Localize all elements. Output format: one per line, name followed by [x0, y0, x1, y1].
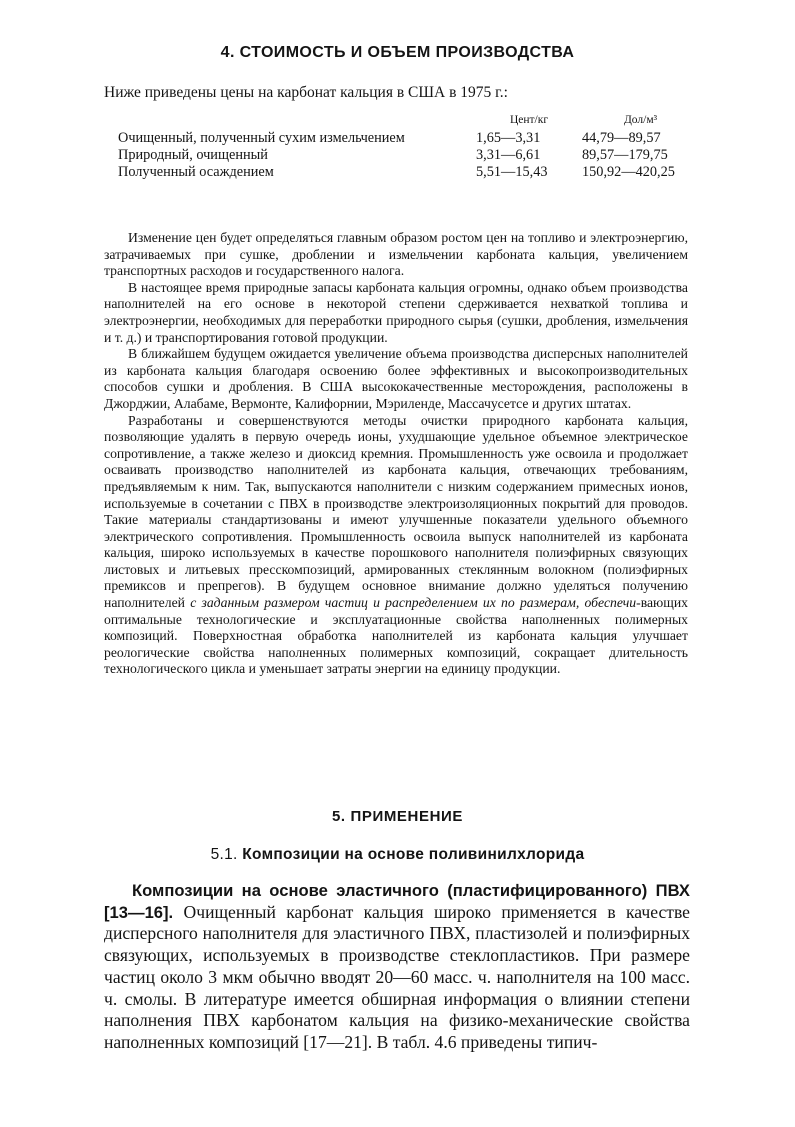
price-table	[118, 114, 699, 181]
price-row-label: Очищенный, полученный сухим измельчением	[118, 130, 405, 146]
section-5-text	[104, 880, 690, 1054]
price-row-dollars: 150,92—420,25	[582, 164, 675, 180]
subsection-number: 5.1.	[210, 846, 238, 863]
price-table-header-cell	[118, 114, 476, 130]
paragraph-text: Очищенный карбонат кальция широко применяется в качестве дисперсного наполнителя для эластичного ПВХ, пластизолей и полиэфирных связующих, используемых в производстве стеклопластиков. При размере частиц около 3 мкм обычно вводят 20—60 масс. ч. наполнителя на 100 масс. ч. смолы. В литературе имеется обширная информация о влиянии степени наполнения ПВХ карбонатом кальция на физико-механические свойства наполненных композиций [17—21]. В табл. 4.6 приведены типич-	[104, 901, 690, 1052]
table-row	[118, 147, 699, 164]
price-table-header-dollars: Дол/м³	[623, 114, 658, 126]
price-row-label: Природный, очищенный	[118, 147, 268, 163]
price-table-header	[118, 114, 699, 130]
paragraph: В настоящее время природные запасы карбоната кальция огромны, однако объем производства наполнителей на его основе в некоторой степени сдерживается нехваткой топлива и электроэнергии, необходимых для переработки природного сырья (сушки, дробления, измельчения и т. д.) и транспортирования готовой продукции.	[104, 279, 688, 345]
table-row	[118, 164, 699, 181]
price-row-cents: 5,51—15,43	[476, 164, 548, 180]
subsection-heading	[0, 846, 795, 864]
section-4-text	[104, 230, 688, 678]
price-row-dollars: 89,57—179,75	[582, 147, 668, 163]
paragraph-part: Разработаны и совершенствуются методы очистки природного карбоната кальция, позволяющие удалять в первую очередь ионы, ухудшающие удельное объемное электрическое сопротивление, а также железо и диоксид кремния. Промышленность уже освоила и продолжает осваивать производство наполнителей из карбоната кальция, отвечающих требованиям, предъявляемым к ним. Так, выпускаются наполнители с низким содержанием примесных ионов, используемые в сочетании с ПВХ в производстве электроизоляционных покрытий для проводов. Такие материалы стандартизованы и имеют улучшенные показатели удельного объемного электрического сопротивления. Промышленность освоила выпуск наполнителей из карбоната кальция, широко используемых в качестве порошкового наполнителя полиэфирных связующих листовых и литьевых пресскомпозиций, армированных стеклянным волокном (полиэфирных премиксов и препрегов). В будущем основное внимание должно уделяться получению наполнителей	[104, 412, 688, 611]
paragraph	[104, 880, 690, 1054]
subsection-title: Композиции на основе поливинилхлорида	[242, 846, 585, 863]
paragraph-long	[104, 413, 688, 679]
paragraph: В ближайшем будущем ожидается увеличение объема производства дисперсных наполнителей из карбоната кальция благодаря освоению более эффективных и высокопроизводительных способов сушки и дробления. В США высококачественные месторождения, расположены в Джорджии, Алабаме, Вермонте, Калифорнии, Мэриленде, Массачусетсе и других штатах.	[104, 346, 688, 411]
price-intro: Ниже приведены цены на карбонат кальция в США в 1975 г.:	[104, 84, 508, 101]
section-5-heading: 5. ПРИМЕНЕНИЕ	[331, 808, 463, 825]
price-row-dollars: 44,79—89,57	[582, 130, 661, 146]
paragraph-italic-part: с заданным размером частиц и распределением их по размерам, обеспечи-	[190, 595, 641, 611]
price-table-header-cents: Цент/кг	[509, 114, 549, 126]
section-4-heading: 4. СТОИМОСТЬ И ОБЪЕМ ПРОИЗВОДСТВА	[220, 44, 575, 61]
table-row	[118, 130, 699, 147]
price-row-cents: 3,31—6,61	[476, 147, 541, 163]
paragraph: Изменение цен будет определяться главным образом ростом цен на топливо и электроэнергию, затрачиваемых при сушке, дроблении и измельчении карбоната кальция, увеличением транспортных расходов и государственного налога.	[104, 230, 688, 279]
price-row-label: Полученный осаждением	[118, 164, 274, 180]
paragraph-part: вающих оптимальные технологические и эксплуатационные свойства наполненных полимерных композиций. Поверхностная обработка наполнителей из карбоната кальция улучшает реологические свойства наполненных полимерных композиций, сокращает длительность технологического цикла и уменьшает затраты энергии на единицу продукции.	[104, 595, 688, 677]
price-row-cents: 1,65—3,31	[476, 130, 541, 146]
paragraph-lead: Композиции на основе эластичного (пластифицированного) ПВХ [13—16].	[104, 881, 690, 922]
